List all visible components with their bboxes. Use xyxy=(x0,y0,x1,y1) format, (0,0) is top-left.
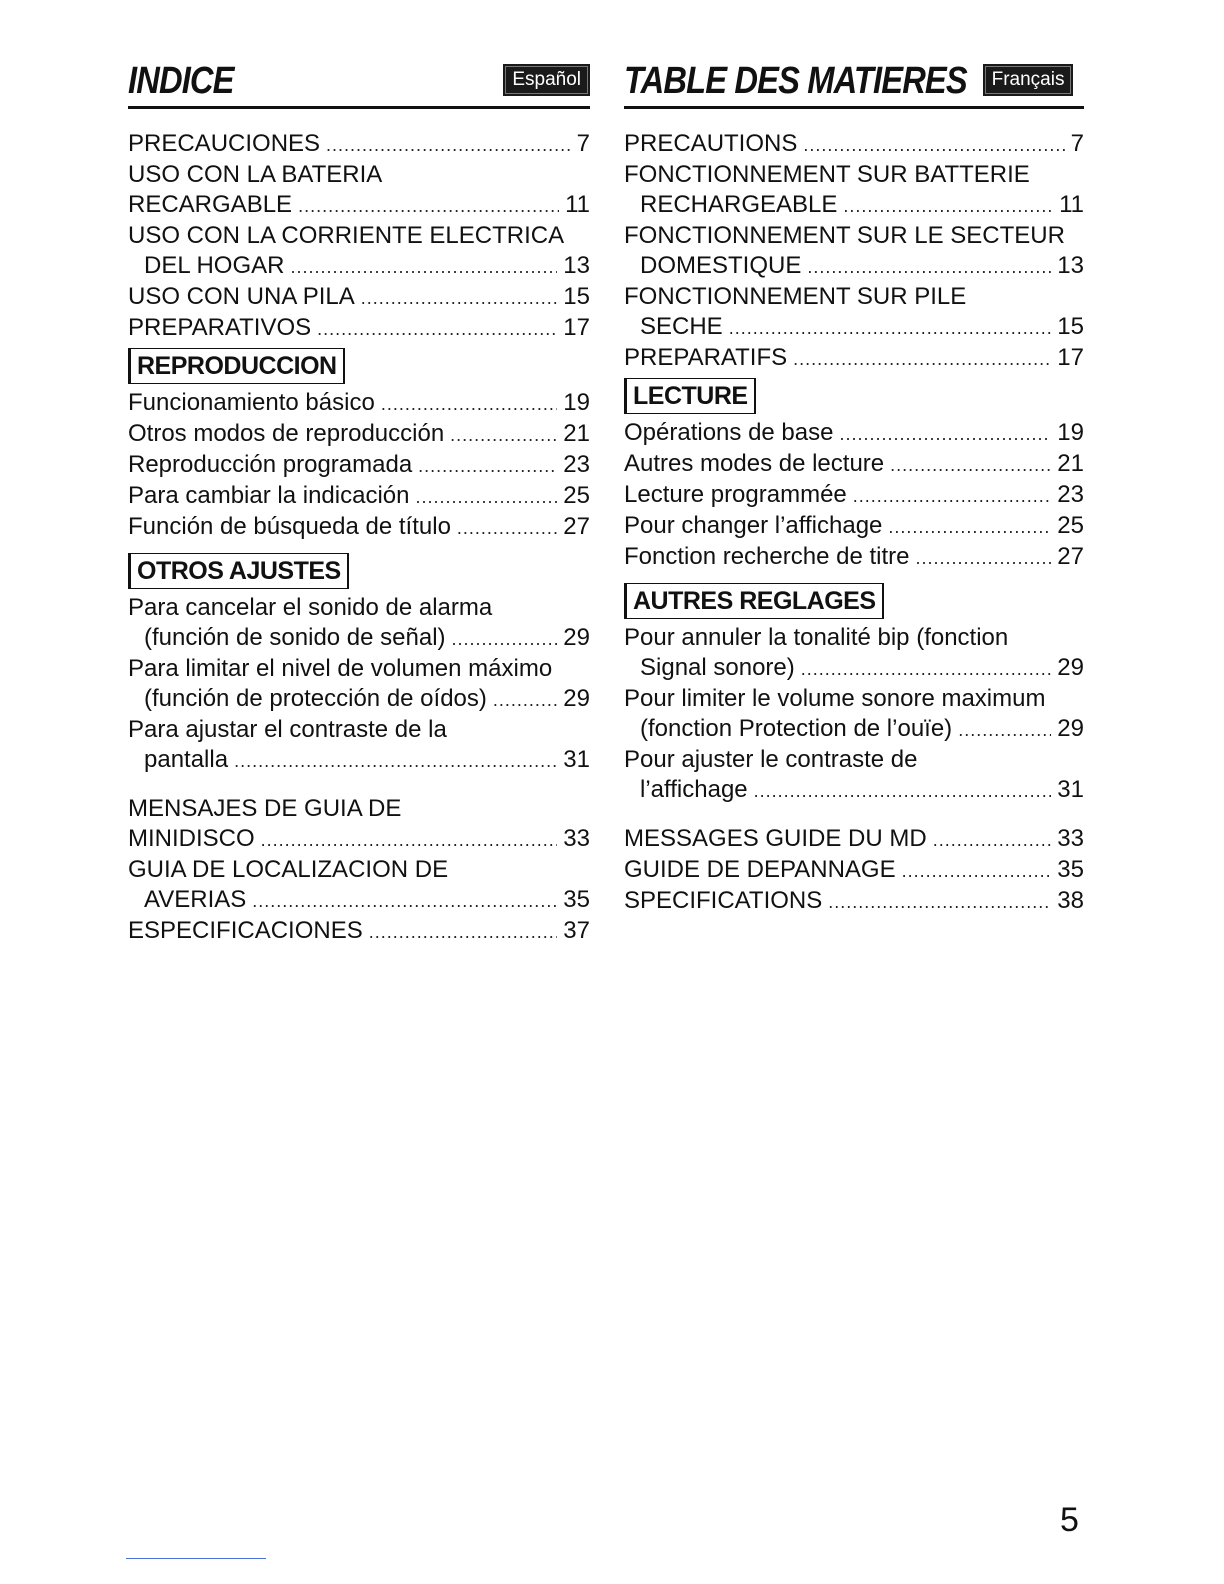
toc-entry-page: 31 xyxy=(1057,776,1084,803)
toc-entry xyxy=(128,481,590,512)
toc-entry-title: Para cambiar la indicación xyxy=(128,482,410,509)
dot-leader xyxy=(450,420,557,450)
toc-entry-title: Fonction recherche de titre xyxy=(624,543,910,570)
toc-entry-page: 11 xyxy=(565,191,590,218)
dot-leader xyxy=(853,481,1052,511)
toc-entry-title: pantalla xyxy=(144,746,229,773)
toc-entry-page: 31 xyxy=(563,746,590,773)
toc-entry-page: 29 xyxy=(563,685,590,712)
dot-leader xyxy=(915,543,1051,573)
toc-entry xyxy=(624,714,1084,745)
toc-entry xyxy=(128,623,590,654)
toc-entry-page: 17 xyxy=(1057,344,1084,371)
dot-leader xyxy=(493,685,557,715)
dot-leader xyxy=(807,252,1051,282)
toc-entry-title: USO CON UNA PILA xyxy=(128,283,355,310)
dot-leader xyxy=(361,283,558,313)
french-title: TABLE DES MATIERES xyxy=(624,60,967,102)
toc-entry xyxy=(128,512,590,543)
toc-entry-line: Para cancelar el sonido de alarma xyxy=(128,594,493,621)
page-number: 5 xyxy=(1060,1501,1079,1539)
toc-entry-line: Para ajustar el contraste de la xyxy=(128,716,447,743)
toc-entry xyxy=(624,343,1084,374)
toc-entry-line: Pour ajuster le contraste de xyxy=(624,746,918,773)
toc-entry xyxy=(128,745,590,776)
dot-leader xyxy=(452,624,558,654)
toc-entry-title: DOMESTIQUE xyxy=(640,252,802,279)
toc-entry-page: 7 xyxy=(576,130,590,157)
toc-entry-line: FONCTIONNEMENT SUR LE SECTEUR xyxy=(624,222,1065,249)
toc-entry xyxy=(128,313,590,344)
toc-entry xyxy=(128,190,590,221)
toc-entry-title: l’affichage xyxy=(640,776,748,803)
toc-entry-page: 29 xyxy=(563,624,590,651)
toc-entry xyxy=(624,824,1084,855)
dot-leader xyxy=(317,314,557,344)
dot-leader xyxy=(803,130,1064,160)
toc-entry-page: 38 xyxy=(1057,887,1084,914)
toc-entry-title: GUIDE DE DEPANNAGE xyxy=(624,856,896,883)
toc-entry xyxy=(128,419,590,450)
dot-leader xyxy=(252,886,557,916)
toc-entry xyxy=(128,684,590,715)
toc-entry xyxy=(128,388,590,419)
toc-entry-title: (fonction Protection de l’ouïe) xyxy=(640,715,953,742)
dot-leader xyxy=(839,419,1051,449)
toc-entry xyxy=(624,312,1084,343)
spanish-column xyxy=(128,52,590,947)
dot-leader xyxy=(828,887,1051,917)
toc-entry-title: PRECAUTIONS xyxy=(624,130,798,157)
toc-entry-title: ESPECIFICACIONES xyxy=(128,917,363,944)
section-autres-reglages: AUTRES REGLAGES xyxy=(624,583,884,619)
toc-entry-page: 11 xyxy=(1059,191,1084,218)
toc-entry-page: 35 xyxy=(1057,856,1084,883)
dot-leader xyxy=(418,451,557,481)
toc-entry-page: 35 xyxy=(563,886,590,913)
dot-leader xyxy=(381,389,557,419)
toc-entry-title: Opérations de base xyxy=(624,419,834,446)
toc-entry-page: 25 xyxy=(563,482,590,509)
dot-leader xyxy=(902,856,1052,886)
toc-entry-page: 19 xyxy=(563,389,590,416)
toc-entry-page: 25 xyxy=(1057,512,1084,539)
spanish-toc-bottom xyxy=(128,794,590,947)
french-toc-top xyxy=(624,129,1084,374)
toc-entry-title: Lecture programmée xyxy=(624,481,847,508)
toc-entry xyxy=(128,885,590,916)
dot-leader xyxy=(234,746,557,776)
toc-entry xyxy=(624,251,1084,282)
toc-entry-page: 27 xyxy=(563,513,590,540)
toc-entry-title: (función de protección de oídos) xyxy=(144,685,487,712)
toc-entry-page: 23 xyxy=(563,451,590,478)
toc-entry-title: Signal sonore) xyxy=(640,654,795,681)
toc-entry-line: Para limitar el nivel de volumen máximo xyxy=(128,655,553,682)
toc-entry xyxy=(624,542,1084,573)
toc-entry xyxy=(128,916,590,947)
toc-entry xyxy=(128,282,590,313)
bottom-divider xyxy=(126,1558,266,1559)
toc-entry-title: SPECIFICATIONS xyxy=(624,887,823,914)
dot-leader xyxy=(933,825,1052,855)
toc-entry-title: PREPARATIVOS xyxy=(128,314,312,341)
toc-entry xyxy=(128,824,590,855)
toc-entry-page: 29 xyxy=(1057,654,1084,681)
toc-entry-title: Funcionamiento básico xyxy=(128,389,375,416)
french-toc-reglages xyxy=(624,623,1084,806)
toc-entry-page: 27 xyxy=(1057,543,1084,570)
dot-leader xyxy=(457,513,557,543)
spanish-language-badge: Español xyxy=(503,64,590,96)
section-reproduccion: REPRODUCCION xyxy=(128,348,345,384)
dot-leader xyxy=(888,512,1051,542)
toc-entry-page: 15 xyxy=(563,283,590,310)
toc-entry-line: FONCTIONNEMENT SUR PILE xyxy=(624,283,967,310)
dot-leader xyxy=(415,482,557,512)
toc-entry xyxy=(624,129,1084,160)
toc-entry-page: 29 xyxy=(1057,715,1084,742)
toc-entry-line: FONCTIONNEMENT SUR BATTERIE xyxy=(624,161,1030,188)
toc-entry-page: 37 xyxy=(563,917,590,944)
spanish-toc-reproduccion xyxy=(128,388,590,543)
toc-entry-title: Reproducción programada xyxy=(128,451,413,478)
dot-leader xyxy=(729,313,1052,343)
toc-entry-page: 13 xyxy=(1057,252,1084,279)
dot-leader xyxy=(958,715,1051,745)
toc-entry-line: USO CON LA BATERIA xyxy=(128,161,383,188)
toc-entry-line: USO CON LA CORRIENTE ELECTRICA xyxy=(128,222,565,249)
toc-entry-page: 13 xyxy=(563,252,590,279)
toc-entry-page: 23 xyxy=(1057,481,1084,508)
toc-entry-line: Pour limiter le volume sonore maximum xyxy=(624,685,1046,712)
french-language-badge: Français xyxy=(983,64,1074,96)
toc-entry xyxy=(624,418,1084,449)
toc-entry-page: 21 xyxy=(1057,450,1084,477)
toc-entry-title: AVERIAS xyxy=(144,886,247,913)
spanish-title: INDICE xyxy=(128,60,234,102)
dot-leader xyxy=(843,191,1053,221)
toc-entry-title: PREPARATIFS xyxy=(624,344,788,371)
toc-entry-line: GUIA DE LOCALIZACION DE xyxy=(128,856,449,883)
toc-entry-title: RECHARGEABLE xyxy=(640,191,838,218)
toc-entry xyxy=(624,775,1084,806)
toc-entry-title: Otros modos de reproducción xyxy=(128,420,445,447)
toc-entry xyxy=(624,190,1084,221)
toc-entry-page: 15 xyxy=(1057,313,1084,340)
toc-entry xyxy=(624,511,1084,542)
toc-entry-title: (función de sonido de señal) xyxy=(144,624,446,651)
toc-entry-line: Pour annuler la tonalité bip (fonction xyxy=(624,624,1009,651)
dot-leader xyxy=(298,191,559,221)
toc-entry-title: Función de búsqueda de título xyxy=(128,513,451,540)
toc-entry-title: Pour changer l’affichage xyxy=(624,512,883,539)
toc-entry-title: RECARGABLE xyxy=(128,191,293,218)
toc-entry-page: 19 xyxy=(1057,419,1084,446)
toc-entry-page: 21 xyxy=(563,420,590,447)
toc-entry xyxy=(128,129,590,160)
french-column xyxy=(624,52,1084,917)
dot-leader xyxy=(261,825,558,855)
toc-entry-page: 33 xyxy=(563,825,590,852)
toc-entry xyxy=(624,886,1084,917)
toc-entry-title: PRECAUCIONES xyxy=(128,130,321,157)
toc-entry xyxy=(624,449,1084,480)
dot-leader xyxy=(754,776,1052,806)
dot-leader xyxy=(326,130,571,160)
spanish-header xyxy=(128,52,590,109)
toc-entry xyxy=(624,653,1084,684)
spanish-toc-top xyxy=(128,129,590,344)
toc-entry-title: DEL HOGAR xyxy=(144,252,285,279)
dot-leader xyxy=(801,654,1052,684)
section-lecture: LECTURE xyxy=(624,378,756,414)
toc-entry-title: SECHE xyxy=(640,313,723,340)
toc-entry xyxy=(624,855,1084,886)
toc-entry-title: MESSAGES GUIDE DU MD xyxy=(624,825,927,852)
spanish-toc-ajustes xyxy=(128,593,590,776)
french-toc-lecture xyxy=(624,418,1084,573)
toc-entry xyxy=(128,450,590,481)
toc-entry-page: 33 xyxy=(1057,825,1084,852)
toc-entry-title: MINIDISCO xyxy=(128,825,255,852)
dot-leader xyxy=(793,344,1051,374)
toc-entry-title: Autres modes de lecture xyxy=(624,450,885,477)
toc-entry xyxy=(624,480,1084,511)
toc-entry-page: 7 xyxy=(1070,130,1084,157)
section-otros-ajustes: OTROS AJUSTES xyxy=(128,553,349,589)
french-header xyxy=(624,52,1084,109)
toc-entry xyxy=(128,251,590,282)
dot-leader xyxy=(290,252,557,282)
french-toc-bottom xyxy=(624,824,1084,917)
toc-entry-page: 17 xyxy=(563,314,590,341)
dot-leader xyxy=(369,917,558,947)
toc-entry-line: MENSAJES DE GUIA DE xyxy=(128,795,402,822)
dot-leader xyxy=(890,450,1051,480)
